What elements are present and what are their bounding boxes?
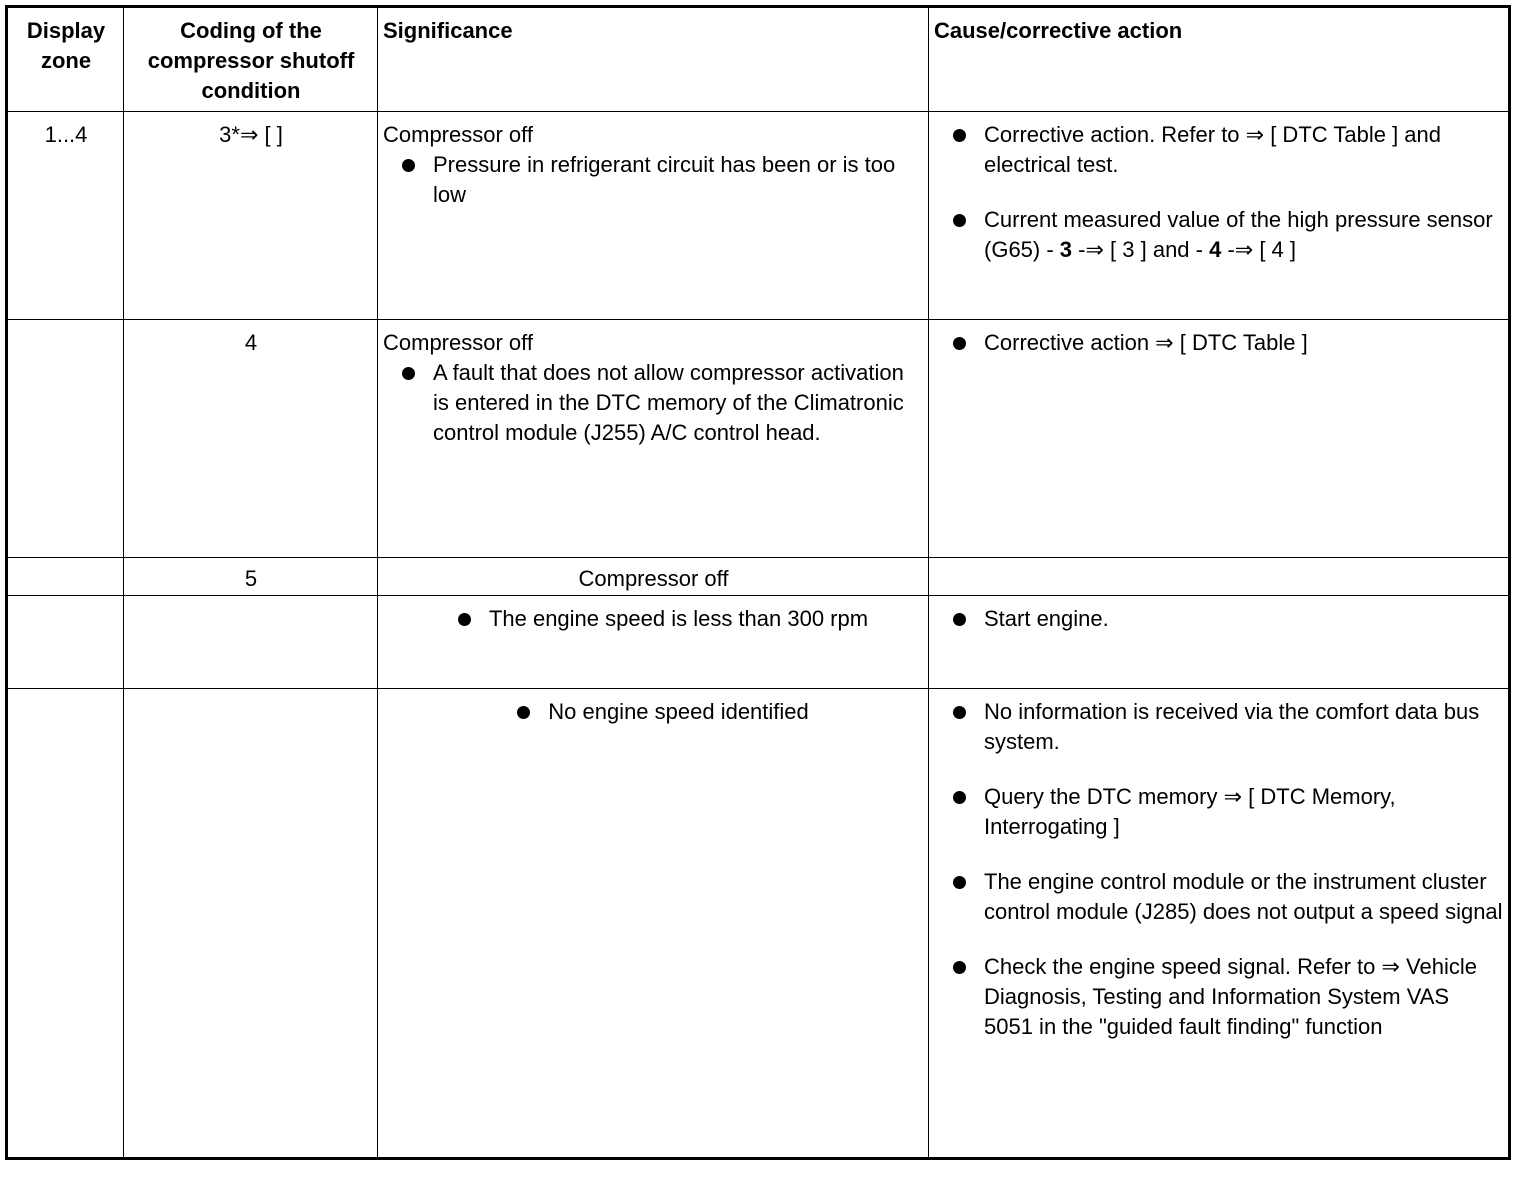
list-item: Current measured value of the high pressure sensor (G65) - 3 -⇒ [ 3 ] and - 4 -⇒ [ 4 ] <box>934 205 1504 265</box>
cause-list <box>934 328 1504 358</box>
bullet-icon <box>953 876 966 889</box>
cause-cell <box>929 112 1510 320</box>
bullet-icon <box>953 791 966 804</box>
cause-cell <box>929 596 1510 689</box>
bullet-icon <box>517 706 530 719</box>
list-item: A fault that does not allow compressor activation is entered in the DTC memory of the Climatronic control module (J255) A/C control head. <box>383 358 924 448</box>
list-item: Corrective action. Refer to ⇒ [ DTC Table ] and electrical test. <box>934 120 1504 180</box>
significance-title: Compressor off <box>383 330 533 355</box>
list-item: The engine speed is less than 300 rpm <box>439 604 868 634</box>
bullet-icon <box>953 337 966 350</box>
header-display-zone: Display zone <box>7 7 124 112</box>
significance-cell <box>378 112 929 320</box>
list-item: The engine control module or the instrument cluster control module (J285) does not output a speed signal <box>934 867 1504 927</box>
bullet-icon <box>953 129 966 142</box>
bullet-icon <box>953 706 966 719</box>
display-zone-cell <box>7 689 124 1159</box>
table-row <box>7 112 1510 320</box>
table-row <box>7 558 1510 596</box>
header-cause: Cause/corrective action <box>929 7 1510 112</box>
cause-list <box>934 604 1504 634</box>
cause-list <box>934 697 1504 1042</box>
coding-cell: 3*⇒ [ ] <box>124 112 378 320</box>
table-row <box>7 689 1510 1159</box>
significance-list <box>383 358 924 448</box>
significance-title: Compressor off <box>378 558 929 596</box>
header-coding: Coding of the compressor shutoff condition <box>124 7 378 112</box>
bullet-icon <box>953 961 966 974</box>
significance-cell <box>378 596 929 689</box>
significance-list <box>383 150 924 210</box>
cause-cell <box>929 689 1510 1159</box>
list-item: Check the engine speed signal. Refer to ⇒ Vehicle Diagnosis, Testing and Information System VAS 5051 in the "guided fault finding" function <box>934 952 1504 1042</box>
display-zone-cell <box>7 320 124 558</box>
display-zone-cell <box>7 558 124 596</box>
table-row <box>7 596 1510 689</box>
significance-list <box>439 604 868 634</box>
coding-cell: 4 <box>124 320 378 558</box>
list-item: No engine speed identified <box>498 697 809 727</box>
list-item: Pressure in refrigerant circuit has been or is too low <box>383 150 924 210</box>
display-zone-cell: 1...4 <box>7 112 124 320</box>
header-significance: Significance <box>378 7 929 112</box>
significance-cell <box>378 689 929 1159</box>
coding-cell: 5 <box>124 558 378 596</box>
bullet-icon <box>402 159 415 172</box>
fault-table <box>5 5 1511 1160</box>
significance-cell <box>378 320 929 558</box>
bullet-icon <box>953 214 966 227</box>
bullet-icon <box>953 613 966 626</box>
header-row <box>7 7 1510 112</box>
list-item: Query the DTC memory ⇒ [ DTC Memory, Interrogating ] <box>934 782 1504 842</box>
bullet-icon <box>458 613 471 626</box>
cause-list <box>934 120 1504 265</box>
coding-cell <box>124 689 378 1159</box>
list-item: No information is received via the comfort data bus system. <box>934 697 1504 757</box>
list-item: Corrective action ⇒ [ DTC Table ] <box>934 328 1504 358</box>
coding-cell <box>124 596 378 689</box>
significance-title: Compressor off <box>383 122 533 147</box>
significance-list <box>498 697 809 727</box>
cause-cell <box>929 558 1510 596</box>
table-row <box>7 320 1510 558</box>
list-item: Start engine. <box>934 604 1504 634</box>
display-zone-cell <box>7 596 124 689</box>
cause-cell <box>929 320 1510 558</box>
bullet-icon <box>402 367 415 380</box>
